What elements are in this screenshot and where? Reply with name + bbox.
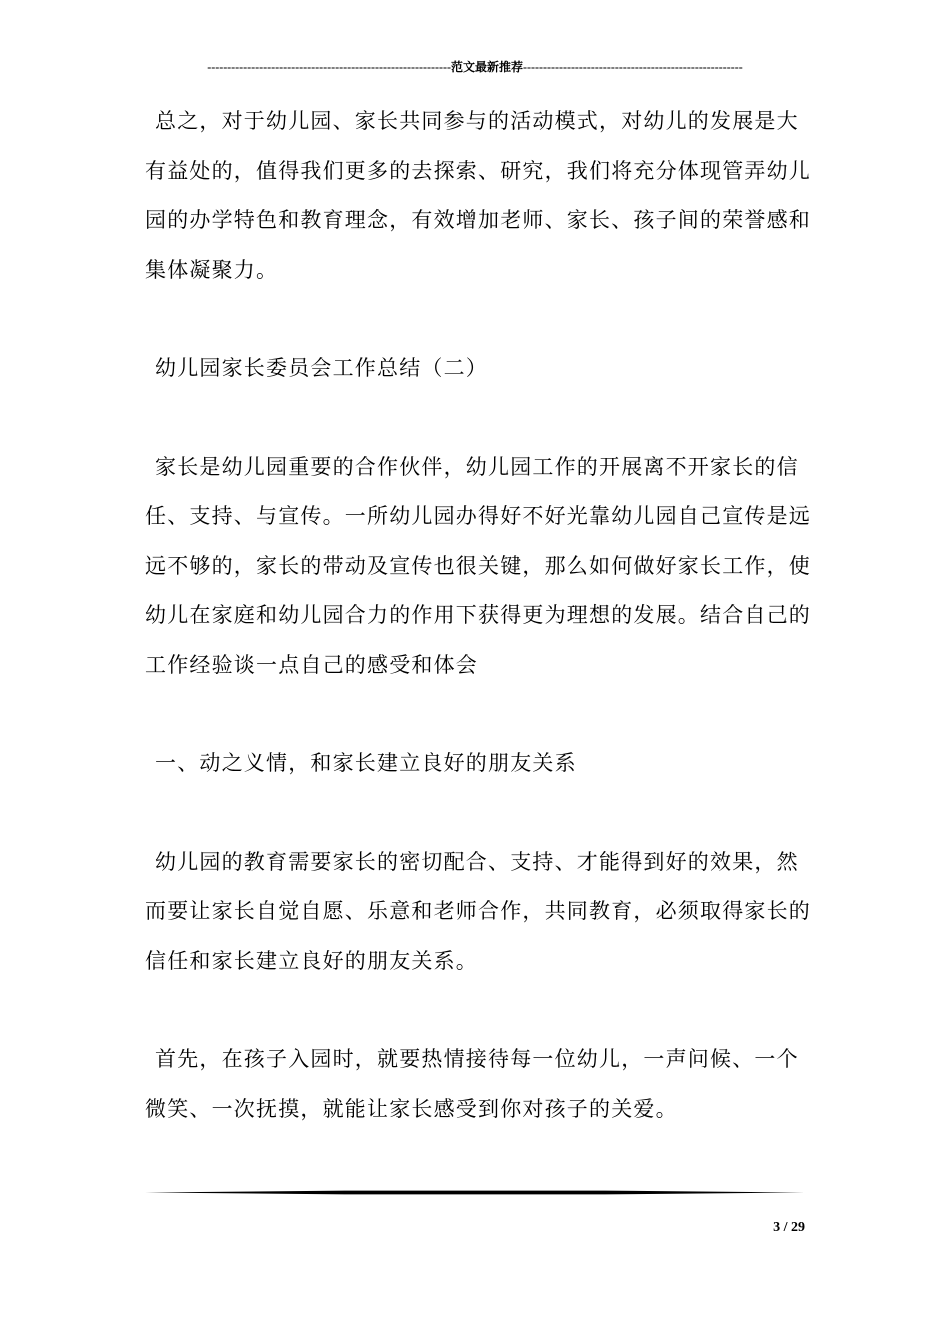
page-current: 3 [773,1220,781,1235]
document-body [145,97,817,1134]
paragraph-summary: 总之，对于幼儿园、家长共同参与的活动模式，对幼儿的发展是大有益处的，值得我们更多的去探索、研究，我们将充分体现管弄幼儿园的办学特色和教育理念，有效增加老师、家长、孩子间的荣誉感和集体凝聚力。 [145,109,811,282]
page-total: 29 [791,1220,805,1235]
subheading-one: 一、动之义情，和家长建立良好的朋友关系 [155,751,577,775]
section-title: 幼儿园家长委员会工作总结（二） [155,356,488,380]
page-header [145,58,805,76]
footer-divider [145,1190,805,1195]
paragraph-first: 首先，在孩子入园时，就要热情接待每一位幼儿，一声问候、一个微笑、一次抚摸，就能让家长感受到你对孩子的关爱。 [145,1047,799,1121]
paragraph-intro: 家长是幼儿园重要的合作伙伴，幼儿园工作的开展离不开家长的信任、支持、与宣传。一所幼儿园办得好不好光靠幼儿园自己宣传是远远不够的，家长的带动及宣传也很关键，那么如何做好家长工作，使幼儿在家庭和幼儿园合力的作用下获得更为理想的发展。结合自己的工作经验谈一点自己的感受和体会 [145,454,811,677]
header-dashes-right: ------------------------------------------------------- [522,60,743,74]
page-number [773,1219,805,1237]
page-separator: / [783,1220,788,1235]
header-dashes-left: ------------------------------------------------------------- [207,60,451,74]
paragraph-cooperation: 幼儿园的教育需要家长的密切配合、支持、才能得到好的效果，然而要让家长自觉自愿、乐意和老师合作，共同教育，必须取得家长的信任和家长建立良好的朋友关系。 [145,849,811,973]
header-label: 范文最新推荐 [450,60,523,74]
